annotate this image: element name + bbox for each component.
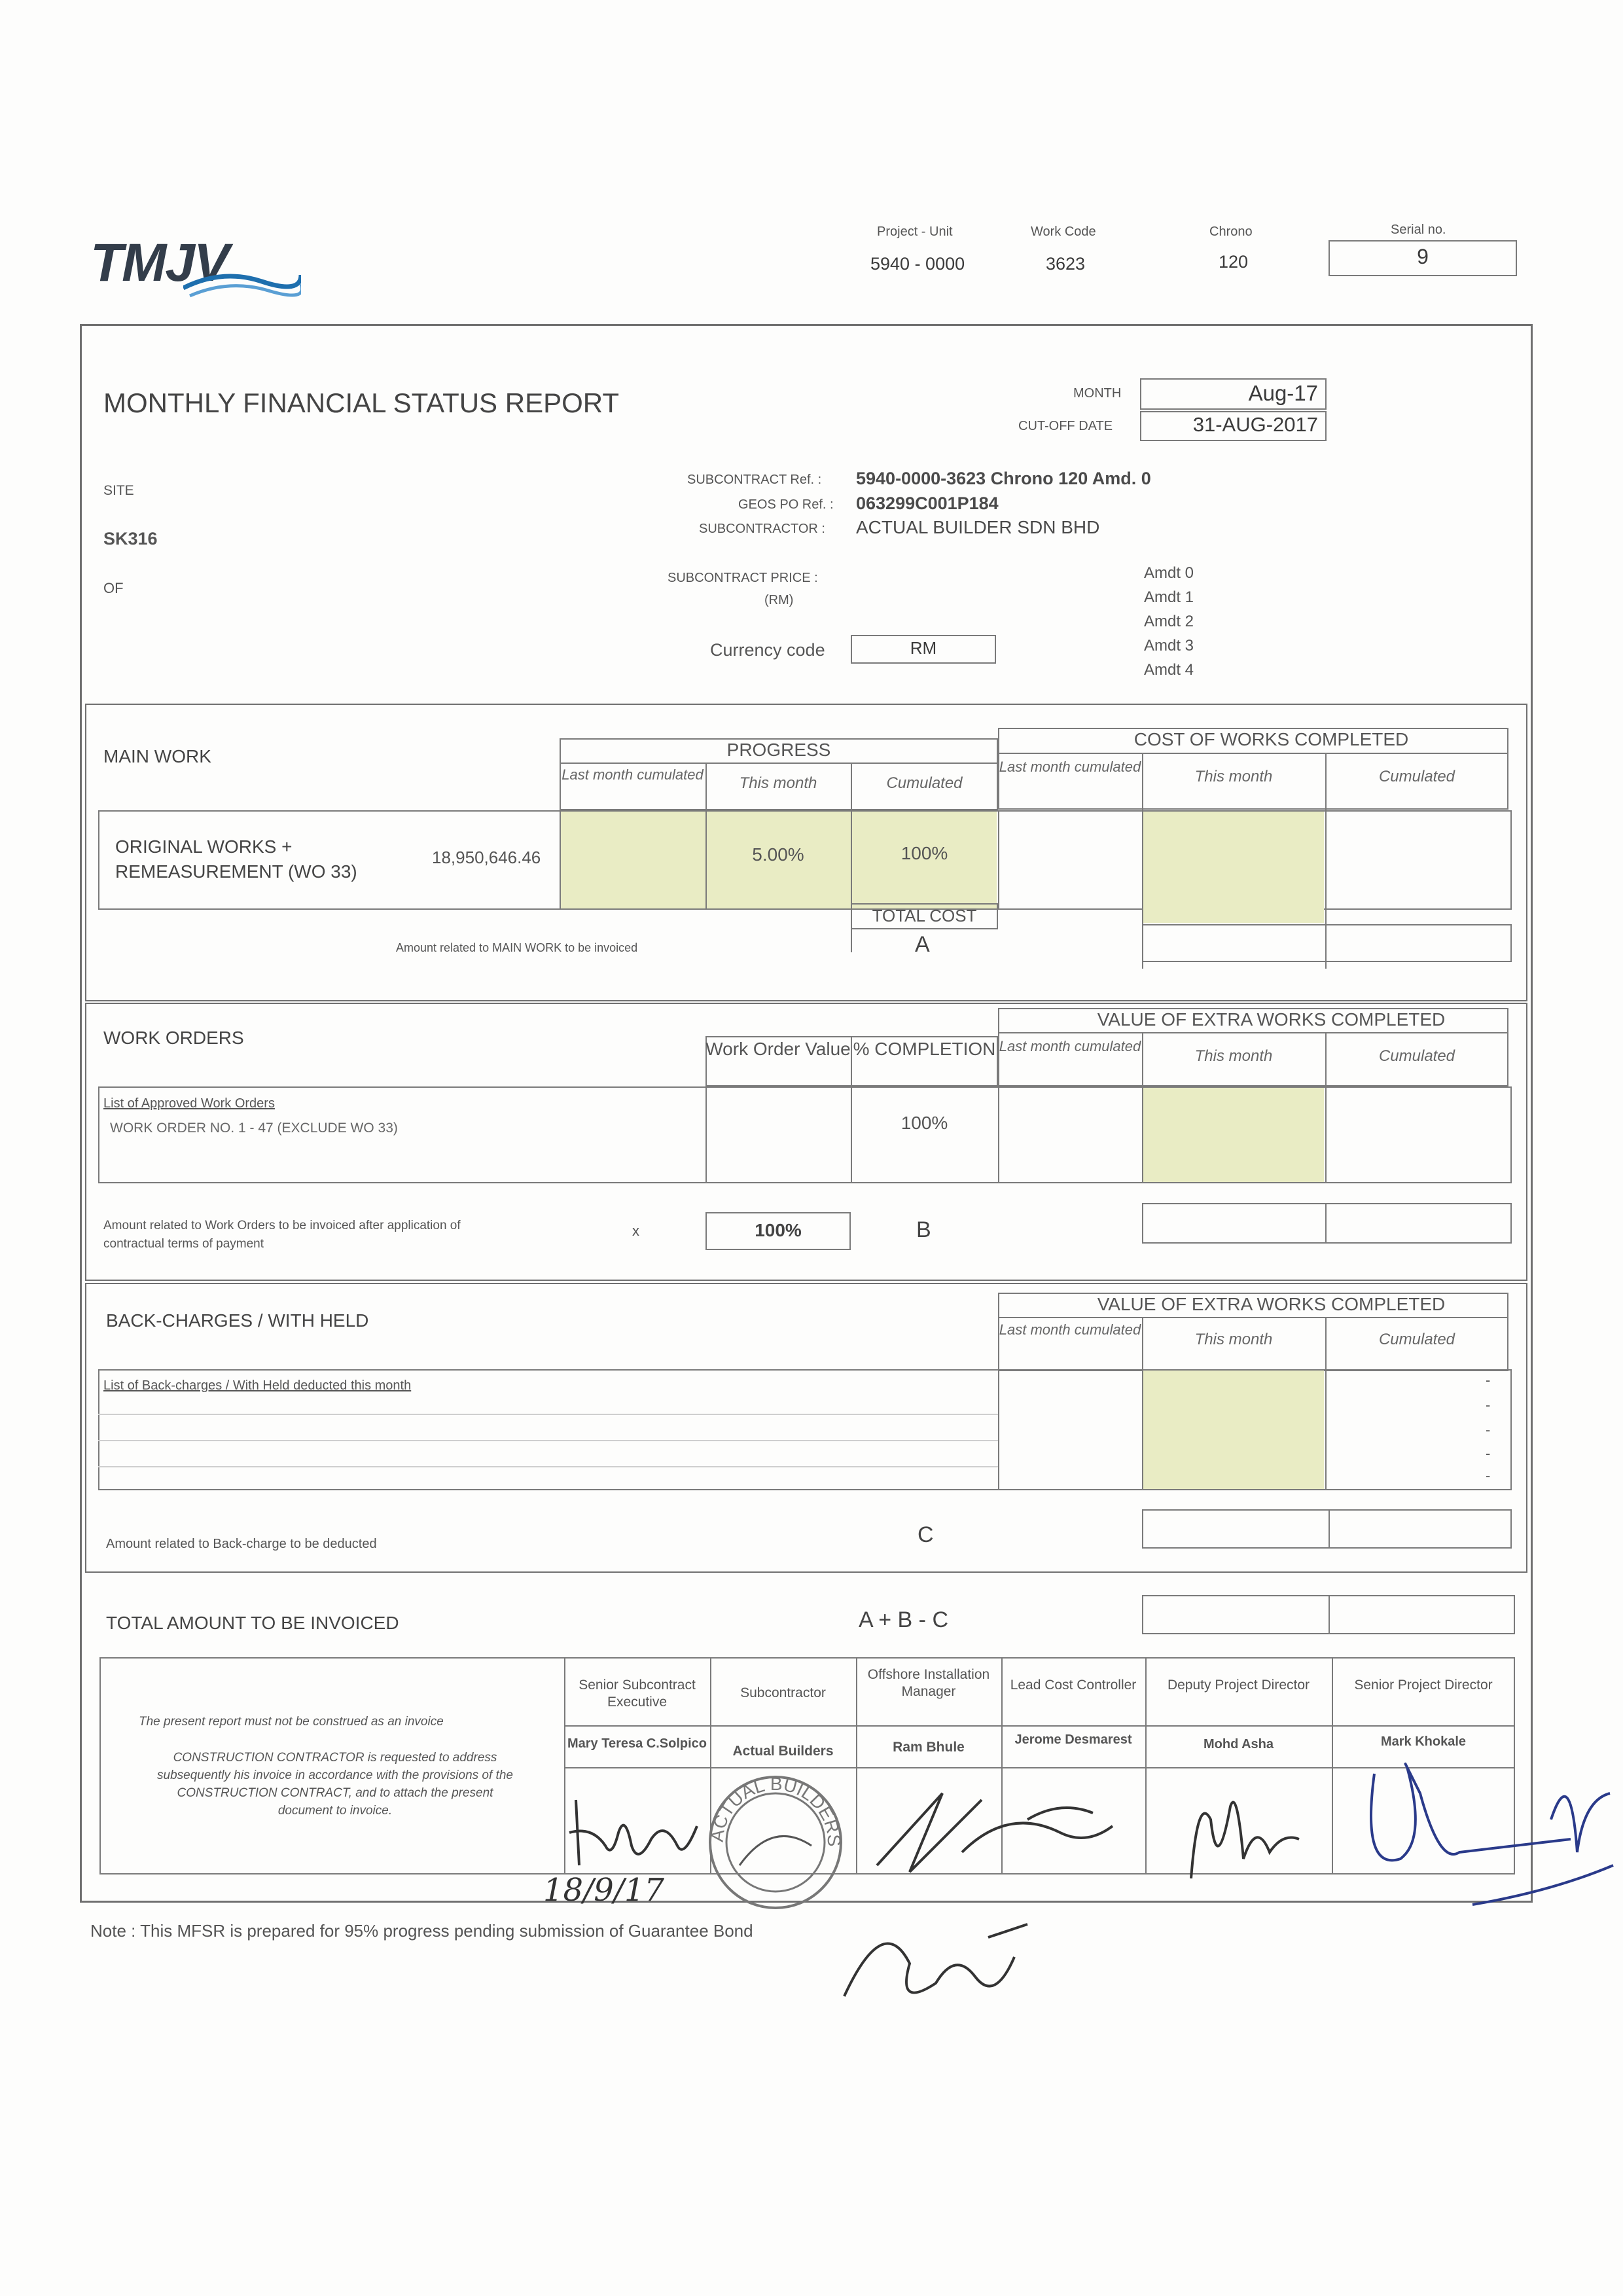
amendment-item: Amdt 3 — [1144, 637, 1194, 655]
of-label: OF — [103, 580, 124, 596]
bc-amount-box — [1142, 1509, 1512, 1549]
highlight-cell — [1143, 812, 1324, 923]
signature-mark — [1355, 1741, 1616, 1911]
sig-role-title: Deputy Project Director — [1167, 1677, 1310, 1693]
handwritten-date: 18/9/17 — [543, 1872, 665, 1909]
sig-instruction-line: document to invoice. — [277, 1804, 393, 1818]
sig-role-title: Senior Subcontract Executive — [579, 1677, 696, 1710]
site-label: SITE — [103, 483, 134, 498]
month-value: Aug-17 — [1248, 381, 1318, 405]
main-work-cumulated: 100% — [901, 843, 948, 863]
sig-role-title: Lead Cost Controller — [1010, 1677, 1137, 1693]
company-stamp-icon — [700, 1767, 851, 1918]
main-work-amount-note: Amount related to MAIN WORK to be invoiced — [396, 941, 638, 954]
bc-dash: - — [1486, 1372, 1491, 1388]
wo-item: WORK ORDER NO. 1 - 47 (EXCLUDE WO 33) — [110, 1121, 398, 1136]
sig-instruction-line: CONSTRUCTION CONTRACTOR is requested to address — [173, 1751, 497, 1765]
sig-instruction-line: subsequently his invoice in accordance with the provisions of the — [157, 1768, 513, 1782]
wo-col-cum: Cumulated — [1378, 1047, 1455, 1065]
project-unit-label: Project - Unit — [877, 224, 953, 239]
bc-list-title[interactable]: List of Back-charges / With Held deducted this month — [103, 1378, 412, 1393]
main-work-this-month: 5.00% — [752, 844, 804, 865]
logo-text: TMJV — [90, 233, 228, 293]
work-orders-title: WORK ORDERS — [103, 1028, 244, 1048]
work-code-value: 3623 — [1046, 254, 1086, 274]
amendment-item: Amdt 4 — [1144, 661, 1194, 679]
bc-dash: - — [1486, 1467, 1491, 1484]
bc-col-last: Last month cumulated — [999, 1321, 1141, 1338]
highlight-cell — [1143, 1371, 1324, 1489]
sig-role-name: Mohd Asha — [1203, 1737, 1274, 1751]
sig-role-name: Mary Teresa C.Solpico — [567, 1736, 707, 1751]
currency-value: RM — [910, 638, 937, 658]
sig-role-name: Ram Bhule — [893, 1740, 965, 1755]
sig-instruction-line: CONSTRUCTION CONTRACT, and to attach the present — [177, 1786, 493, 1800]
main-work-letter: A — [915, 932, 930, 957]
bc-col-this: This month — [1194, 1331, 1273, 1348]
geos-po-label: GEOS PO Ref. : — [738, 497, 834, 512]
bc-col-cum: Cumulated — [1378, 1331, 1455, 1348]
bc-amount-note: Amount related to Back-charge to be deducted — [106, 1537, 377, 1551]
sig-role-title: Subcontractor — [740, 1685, 826, 1700]
highlight-cell — [1143, 1088, 1324, 1182]
total-title: TOTAL AMOUNT TO BE INVOICED — [106, 1613, 399, 1633]
amendment-item: Amdt 0 — [1144, 564, 1194, 582]
chrono-label: Chrono — [1209, 224, 1253, 239]
progress-col-last: Last month cumulated — [562, 766, 704, 783]
footnote: Note : This MFSR is prepared for 95% progress pending submission of Guarantee Bond — [90, 1921, 753, 1941]
main-work-item-line1: ORIGINAL WORKS + — [115, 836, 293, 857]
wo-col-this: This month — [1194, 1047, 1273, 1065]
wo-letter: B — [916, 1217, 931, 1242]
wo-amount-note-1: Amount related to Work Orders to be invoiced after application of — [103, 1219, 461, 1232]
price-unit: (RM) — [764, 593, 794, 607]
main-work-item-line2: REMEASUREMENT (WO 33) — [115, 861, 357, 882]
sig-role-name: Mark Khokale — [1380, 1734, 1467, 1749]
sig-role-name: Jerome Desmarest — [1014, 1732, 1132, 1747]
subcontract-ref-label: SUBCONTRACT Ref. : — [687, 473, 822, 487]
cost-col-this: This month — [1194, 768, 1273, 785]
cost-col-cum: Cumulated — [1378, 768, 1455, 785]
wo-list-title[interactable]: List of Approved Work Orders — [103, 1096, 275, 1111]
wo-completion: 100% — [901, 1113, 948, 1133]
price-label: SUBCONTRACT PRICE : — [668, 571, 818, 585]
wo-col-last: Last month cumulated — [999, 1038, 1141, 1054]
signature-mary — [566, 1787, 710, 1885]
subcontract-ref-value: 5940-0000-3623 Chrono 120 Amd. 0 — [856, 469, 1151, 488]
project-unit-value: 5940 - 0000 — [870, 254, 965, 274]
sig-disclaimer: The present report must not be construed as an invoice — [139, 1715, 444, 1729]
cost-col-last: Last month cumulated — [999, 759, 1141, 775]
report-title: MONTHLY FINANCIAL STATUS REPORT — [103, 387, 619, 418]
back-charges-title: BACK-CHARGES / WITH HELD — [106, 1310, 369, 1331]
wo-percent: 100% — [755, 1220, 802, 1240]
logo-wave-icon — [183, 255, 301, 301]
serial-value: 9 — [1417, 245, 1429, 268]
serial-label: Serial no. — [1391, 223, 1446, 237]
bc-dash: - — [1486, 1445, 1491, 1462]
cutoff-label: CUT-OFF DATE — [1018, 419, 1113, 433]
bc-dash: - — [1486, 1422, 1491, 1438]
amendment-item: Amdt 2 — [1144, 613, 1194, 630]
wo-amount-box — [1142, 1203, 1512, 1244]
wo-times: x — [632, 1223, 639, 1239]
month-label: MONTH — [1073, 386, 1122, 401]
site-value: SK316 — [103, 529, 158, 548]
sig-role-title: Offshore Installation Manager — [867, 1667, 990, 1699]
bc-letter: C — [918, 1522, 934, 1547]
amendment-item: Amdt 1 — [1144, 588, 1194, 606]
wo-col-completion: % COMPLETION — [853, 1039, 996, 1059]
cost-header-label: COST OF WORKS COMPLETED — [1133, 729, 1409, 749]
main-work-item-value: 18,950,646.46 — [432, 848, 541, 867]
wo-col-wo-value: Work Order Value — [705, 1039, 851, 1059]
company-logo — [85, 223, 301, 301]
total-cost-label: TOTAL COST — [872, 906, 977, 925]
bc-dash: - — [1486, 1397, 1491, 1413]
total-formula: A + B - C — [859, 1607, 948, 1632]
progress-col-cum: Cumulated — [886, 774, 963, 792]
work-code-label: Work Code — [1031, 224, 1096, 239]
cutoff-value: 31-AUG-2017 — [1192, 413, 1318, 436]
main-work-title: MAIN WORK — [103, 746, 211, 766]
signature-ram — [864, 1761, 1139, 1892]
stamp-text: ACTUAL BUILDERS — [706, 1773, 845, 1847]
subcontractor-value: ACTUAL BUILDER SDN BHD — [856, 517, 1100, 537]
progress-header-label: PROGRESS — [726, 740, 831, 760]
subcontractor-label: SUBCONTRACTOR : — [699, 522, 825, 536]
progress-col-this: This month — [739, 774, 817, 792]
currency-label: Currency code — [710, 640, 825, 660]
sig-role-title: Senior Project Director — [1354, 1677, 1493, 1693]
signature-mohd — [1178, 1780, 1309, 1885]
bc-extra-header-label: VALUE OF EXTRA WORKS COMPLETED — [1097, 1294, 1446, 1314]
sig-role-name: Actual Builders — [732, 1744, 834, 1759]
wo-extra-header-label: VALUE OF EXTRA WORKS COMPLETED — [1097, 1009, 1446, 1030]
main-work-amount-box — [1142, 924, 1512, 962]
wo-amount-note-2: contractual terms of payment — [103, 1237, 264, 1251]
signature-bottom — [831, 1898, 1047, 2022]
chrono-value: 120 — [1219, 252, 1249, 272]
geos-po-value: 063299C001P184 — [856, 493, 999, 513]
